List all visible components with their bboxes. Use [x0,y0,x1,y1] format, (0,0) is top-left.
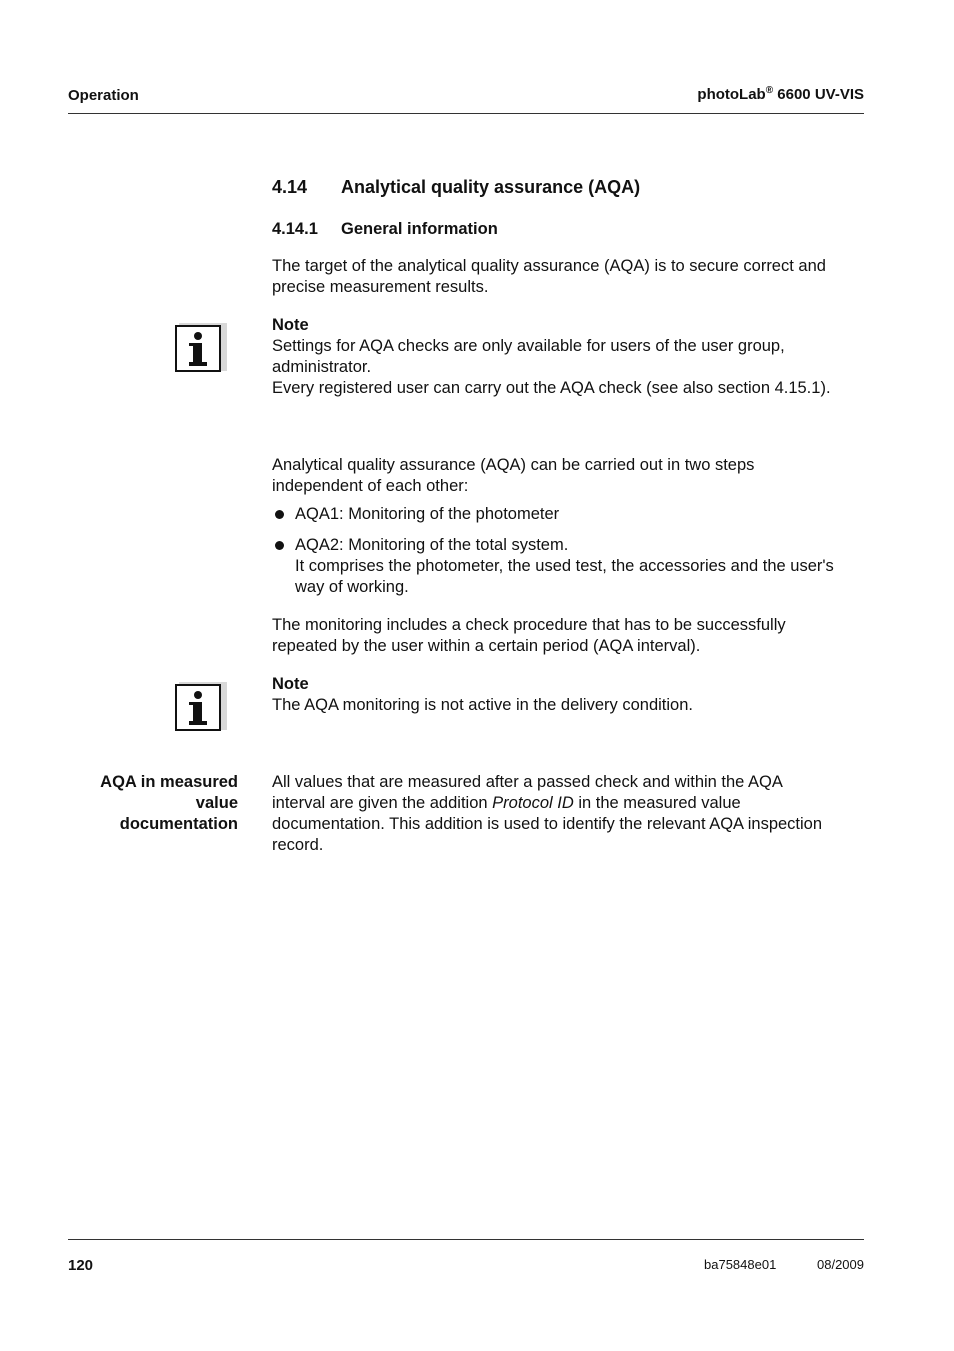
document-id: ba75848e01 [704,1257,777,1272]
bullet-item [295,504,559,525]
note-line: Every registered user can carry out the AQA check (see also section 4.15.1). [272,379,831,397]
note-line: The AQA monitoring is not active in the delivery condition. [272,696,693,714]
protocol-id-term: Protocol ID [492,794,574,812]
page-number: 120 [68,1257,94,1274]
bullet-line: way of working. [295,578,409,596]
footer-rule [68,1239,864,1240]
note-block [272,315,831,399]
bullet-dot [275,541,284,550]
subsection-title: General information [341,220,498,238]
steps-intro-paragraph [272,455,754,497]
document-date: 08/2009 [817,1257,864,1272]
bullet-dot [275,510,284,519]
bullet-item [295,535,834,598]
aqa-documentation-paragraph [272,772,822,856]
section-number: 4.14 [272,177,308,197]
running-header-product [697,85,864,103]
note-heading: Note [272,316,309,334]
margin-heading-line: documentation [119,815,238,833]
note-line: administrator. [272,358,372,376]
aqa-doc-line [272,793,822,814]
monitoring-paragraph [272,615,786,657]
aqa-doc-text: in the measured value [573,794,741,812]
subsection-number: 4.14.1 [272,220,318,238]
header-rule [68,113,864,114]
product-name: photoLab [697,86,766,103]
steps-intro-line: Analytical quality assurance (AQA) can be carried out in two steps [272,456,755,474]
bullet-line: It comprises the photometer, the used test, the accessories and the user's [295,557,834,575]
steps-intro-line: independent of each other: [272,477,469,495]
section-title: Analytical quality assurance (AQA) [341,177,641,197]
note-line: Settings for AQA checks are only available for users of the user group, [272,337,785,355]
running-header-section: Operation [68,87,139,104]
bullet-line: AQA1: Monitoring of the photometer [295,505,560,523]
monitoring-line: The monitoring includes a check procedure that has to be successfully [272,616,786,634]
margin-heading-line: AQA in measured [100,773,238,791]
aqa-doc-line: documentation. This addition is used to identify the relevant AQA inspection [272,815,823,833]
info-icon [175,323,227,373]
aqa-doc-line: record. [272,836,324,854]
note-heading: Note [272,675,309,693]
bullet-line: AQA2: Monitoring of the total system. [295,536,569,554]
monitoring-line: repeated by the user within a certain period (AQA interval). [272,637,701,655]
product-model: 6600 UV-VIS [773,86,864,103]
aqa-doc-line: All values that are measured after a passed check and within the AQA [272,773,783,791]
aqa-doc-text: interval are given the addition [272,794,493,812]
margin-heading-line: value [195,794,238,812]
registered-mark: ® [765,85,774,96]
intro-paragraph [272,256,826,298]
info-icon [175,682,227,732]
note-block [272,674,693,716]
intro-line: The target of the analytical quality assurance (AQA) is to secure correct and [272,257,826,275]
intro-line: precise measurement results. [272,278,489,296]
margin-heading [68,772,238,835]
